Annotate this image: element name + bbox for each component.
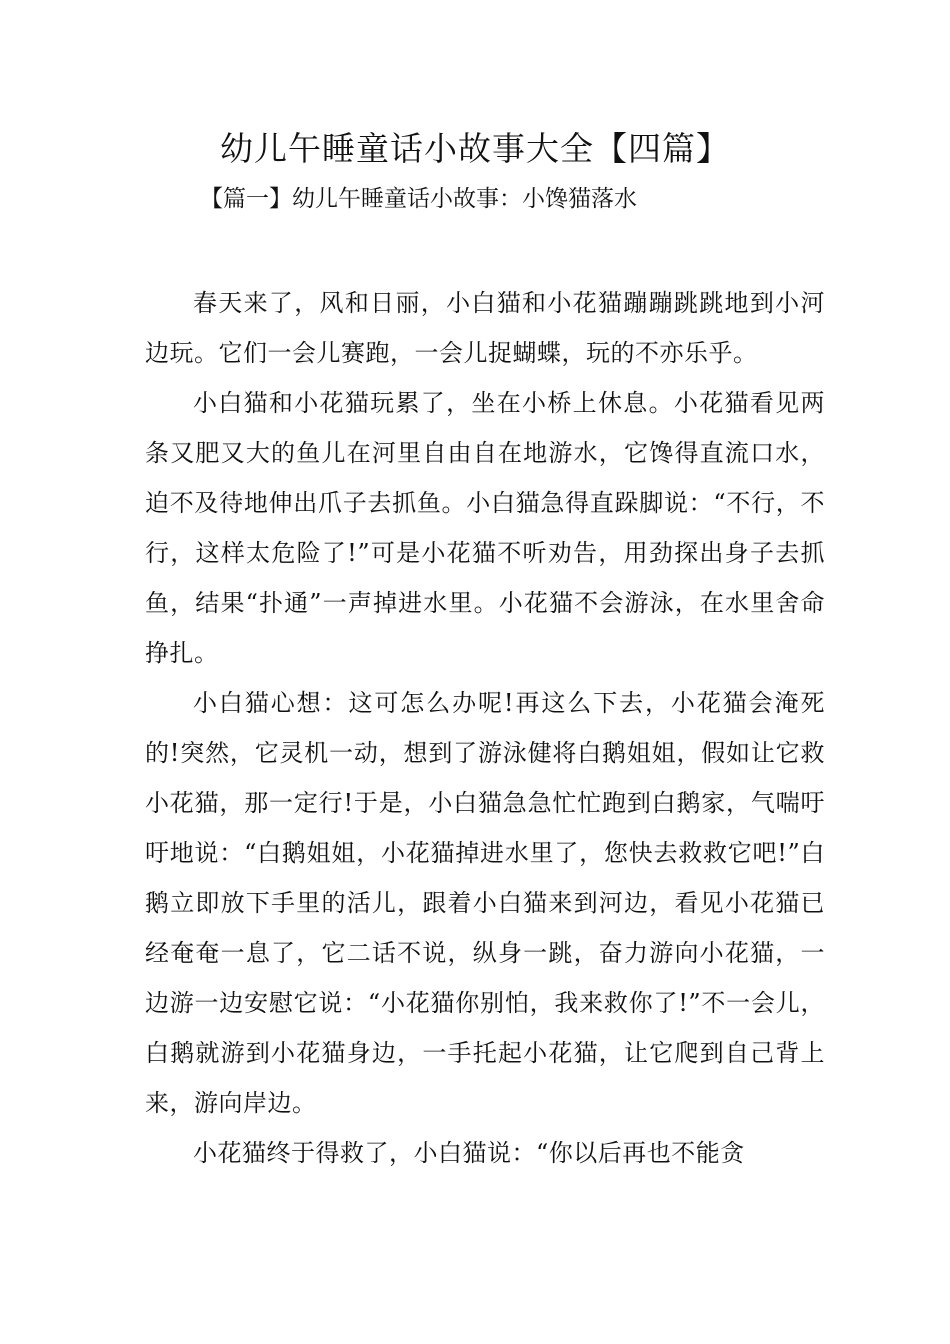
- story-paragraph-1: 春天来了，风和日丽，小白猫和小花猫蹦蹦跳跳地到小河边玩。它们一会儿赛跑，一会儿捉蝴蝶，玩的不亦乐乎。: [145, 289, 825, 367]
- story-paragraph-4: 小花猫终于得救了，小白猫说：“你以后再也不能贪: [193, 1139, 745, 1167]
- section-heading: 【篇一】幼儿午睡童话小故事：小馋猫落水: [200, 186, 637, 212]
- story-paragraph-3: 小白猫心想：这可怎么办呢!再这么下去，小花猫会淹死的!突然，它灵机一动，想到了游泳健将白鹅姐姐，假如让它救小花猫，那一定行!于是，小白猫急急忙忙跑到白鹅家，气喘吁吁地说：“白鹅姐姐，小花猫掉进水里了，您快去救救它吧!”白鹅立即放下手里的活儿，跟着小白猫来到河边，看见小花猫已经奄奄一息了，它二话不说，纵身一跳，奋力游向小花猫，一边游一边安慰它说：“小花猫你别怕，我来救你了!”不一会儿，白鹅就游到小花猫身边，一手托起小花猫，让它爬到自己背上来，游向岸边。: [145, 689, 825, 1117]
- story-paragraph-2: 小白猫和小花猫玩累了，坐在小桥上休息。小花猫看见两条又肥又大的鱼儿在河里自由自在地游水，它馋得直流口水，迫不及待地伸出爪子去抓鱼。小白猫急得直跺脚说：“不行，不行，这样太危险了!”可是小花猫不听劝告，用劲探出身子去抓鱼，结果“扑通”一声掉进水里。小花猫不会游泳，在水里舍命挣扎。: [145, 389, 825, 667]
- document-title: 幼儿午睡童话小故事大全【四篇】: [220, 129, 730, 168]
- story-body: [145, 278, 825, 1178]
